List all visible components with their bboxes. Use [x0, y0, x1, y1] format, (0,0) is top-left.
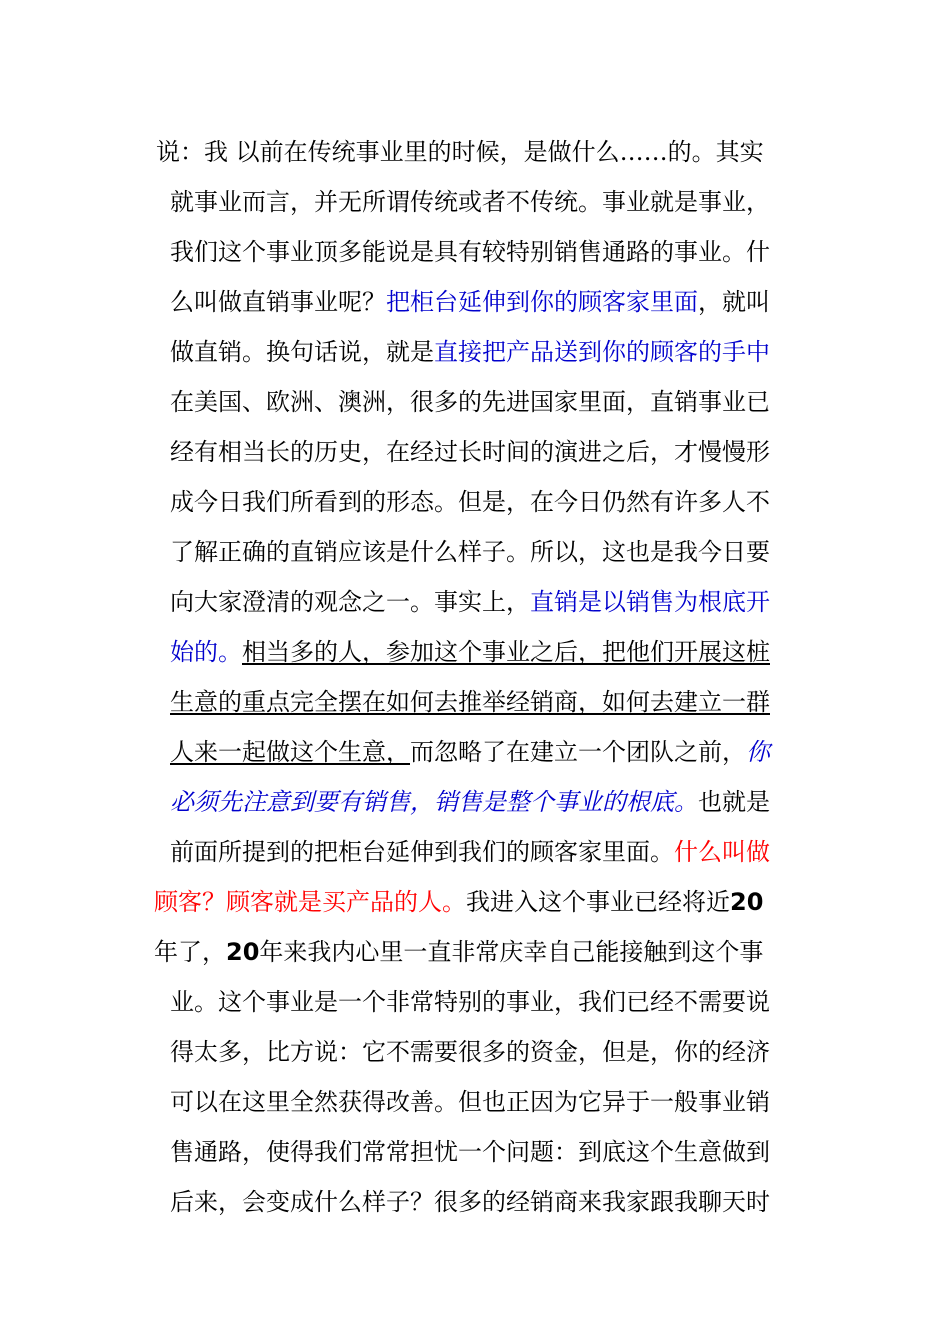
- text-run: 说：我 以前在传统事业里的时候，是做什么……的。其实: [156, 138, 764, 166]
- text-run: 在美国、欧洲、澳洲，很多的先进国家里面，直销事业已: [170, 388, 770, 416]
- number-text: 20: [730, 888, 764, 916]
- text-run: ，就叫: [698, 288, 770, 316]
- underlined-text: 相当多的人，参加这个事业之后，把他们开展这桩: [242, 638, 770, 666]
- emphasis-red-text: 顾客？顾客就是买产品的人。: [154, 888, 466, 916]
- text-run: 我进入这个事业已经将近: [466, 888, 730, 916]
- emphasis-blue-italic-text: 你: [746, 738, 770, 766]
- text-run: 业。这个事业是一个非常特别的事业，我们已经不需要说: [170, 988, 770, 1016]
- text-run: 后来，会变成什么样子？很多的经销商来我家跟我聊天时: [170, 1188, 770, 1216]
- text-line: [170, 1137, 810, 1167]
- text-line: [170, 837, 810, 867]
- emphasis-blue-italic-text: 必须先注意到要有销售，销售是整个事业的根底。: [170, 788, 698, 816]
- text-run: 而忽略了在建立一个团队之前，: [410, 738, 746, 766]
- text-run: 就事业而言，并无所谓传统或者不传统。事业就是事业，: [170, 188, 770, 216]
- text-line: [170, 387, 810, 417]
- emphasis-blue-text: 把柜台延伸到你的顾客家里面: [386, 288, 698, 316]
- text-run: 可以在这里全然获得改善。但也正因为它异于一般事业销: [170, 1088, 770, 1116]
- text-run: 我们这个事业顶多能说是具有较特别销售通路的事业。什: [170, 238, 770, 266]
- text-line: [170, 437, 810, 467]
- text-run: 售通路，使得我们常常担忧一个问题：到底这个生意做到: [170, 1138, 770, 1166]
- text-line: [170, 587, 810, 617]
- text-line: [170, 337, 810, 367]
- text-run: 了解正确的直销应该是什么样子。所以，这也是我今日要: [170, 538, 770, 566]
- text-line: [170, 237, 810, 267]
- text-run: 年来我内心里一直非常庆幸自己能接触到这个事: [259, 938, 764, 966]
- text-line: [170, 737, 810, 767]
- text-run: 向大家澄清的观念之一。事实上，: [170, 588, 530, 616]
- emphasis-red-text: 什么叫做: [674, 838, 770, 866]
- underlined-text: 人来一起做这个生意，: [170, 738, 410, 766]
- text-run: 得太多，比方说：它不需要很多的资金，但是，你的经济: [170, 1038, 770, 1066]
- text-run: 么叫做直销事业呢？: [170, 288, 386, 316]
- text-run: 成今日我们所看到的形态。但是，在今日仍然有许多人不: [170, 488, 770, 516]
- text-run: 做直销。换句话说，就是: [170, 338, 434, 366]
- number-text: 20: [226, 938, 260, 966]
- text-run: 前面所提到的把柜台延伸到我们的顾客家里面。: [170, 838, 674, 866]
- emphasis-blue-text: 直销是以销售为根底开: [530, 588, 770, 616]
- text-line: [170, 487, 810, 517]
- text-line: [154, 937, 810, 967]
- text-line: [156, 137, 810, 167]
- text-run: 经有相当长的历史，在经过长时间的演进之后，才慢慢形: [170, 438, 770, 466]
- text-line: [170, 1087, 810, 1117]
- text-line: [170, 1187, 810, 1217]
- text-line: [170, 1037, 810, 1067]
- text-line: [154, 887, 810, 917]
- text-line: [170, 687, 810, 717]
- underlined-text: 生意的重点完全摆在如何去推举经销商，如何去建立一群: [170, 688, 770, 716]
- text-line: [170, 637, 810, 667]
- text-run: 也就是: [698, 788, 770, 816]
- text-line: [170, 537, 810, 567]
- text-line: [170, 187, 810, 217]
- emphasis-blue-text: 始的。: [170, 638, 242, 666]
- text-line: [170, 287, 810, 317]
- text-line: [170, 987, 810, 1017]
- emphasis-blue-text: 直接把产品送到你的顾客的手中: [434, 338, 770, 366]
- text-run: 年了，: [154, 938, 226, 966]
- text-line: [170, 787, 810, 817]
